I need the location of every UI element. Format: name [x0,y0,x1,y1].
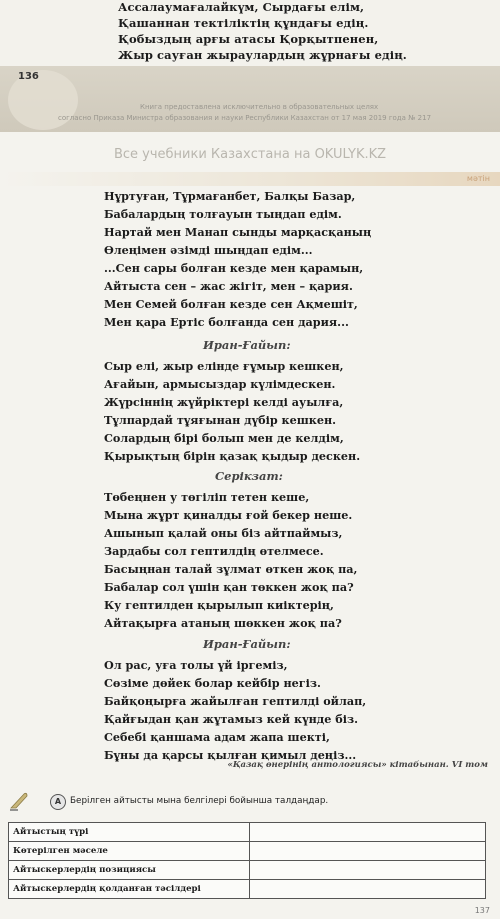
verse-line: Ассалаумағалайкүм, Сырдағы елім, [118,0,365,14]
answer-cell[interactable] [250,880,486,899]
poem-line: Себебі қаншама адам жапа шекті, [104,730,330,744]
speaker-name: Иран-Ғайып: [203,637,291,651]
poem-line: Нартай мен Манап сынды марқасқаның [104,225,372,239]
answer-cell[interactable] [250,823,486,842]
poem-line: Жүрсіннің жүйріктері келді ауылға, [104,395,344,409]
verse-line: Қашаннан тектіліктің құндағы едің. [118,16,369,30]
poem-line: Басыңнан талай зұлмат өткен жоқ па, [104,562,358,576]
answer-cell[interactable] [250,842,486,861]
table-row [9,842,486,861]
poem-line: Айтыста сен – жас жігіт, мен – қария. [104,279,353,293]
poem-line: Мен қара Ертіс болғанда сен дария... [104,315,349,329]
analysis-table [8,822,486,899]
poem-line: ...Сен сары болған кезде мен қарамын, [104,261,364,275]
copyright-notice-line1: Книга предоставлена исключительно в образовательных целях [140,103,379,111]
next-page-strip [0,904,500,919]
poem-line: Төбеңнен у төгіліп тетен кеше, [104,490,310,504]
poem-line: Бабалар сол үшін қан төккен жоқ па? [104,580,354,594]
poem-line: Ағайын, армысыздар күлімдескен. [104,377,336,391]
poem-line: Ашынып қалай оны біз айтпаймыз, [104,526,343,540]
table-row [9,880,486,899]
task-instruction: Берілген айтысты мына белгілері бойынша талдаңдар. [70,796,329,806]
previous-page-verse [0,0,500,66]
poem-line: Сөзіме дөйек болар кейбір негіз. [104,676,321,690]
verse-line: Жыр сауған жыраулардың жұрнағы едің. [118,48,407,62]
speaker-name: Иран-Ғайып: [203,338,291,352]
row-label: Айтыстың түрі [9,823,250,842]
page-footer-band [0,66,500,132]
quill-icon [8,790,30,812]
verse-line: Қобыздың арғы атасы Қорқытпенен, [118,32,379,46]
poem-line: Нұртуған, Тұрмағанбет, Балқы Базар, [104,189,356,203]
answer-cell[interactable] [250,861,486,880]
row-label: Айтыскерлердің позициясы [9,861,250,880]
poem-line: Мен Семей болған кезде сен Ақмешіт, [104,297,358,311]
table-row [9,861,486,880]
source-citation: «Қазақ өнерінің антологиясы» кітабынан. VI том [227,760,488,770]
poem-line: Сыр елі, жыр елінде ғұмыр кешкен, [104,359,344,373]
poem-line: Қайғыдан қан жұтамыз кей күнде біз. [104,712,358,726]
section-label: мәтін [466,174,490,183]
next-page-number: 137 [474,906,490,915]
speaker-name: Серікзат: [215,469,283,483]
section-header-bar [0,172,500,186]
poem-line: Ку гептилден қырылып киіктерің, [104,598,334,612]
row-label: Көтерілген мәселе [9,842,250,861]
poem-line: Бабалардың толғауын тыңдап едім. [104,207,342,221]
poem-line: Мына жұрт қиналды ғой бекер неше. [104,508,353,522]
table-row [9,823,486,842]
task-block [8,790,498,820]
watermark-text: Все учебники Казахстана на OKULYK.KZ [113,147,387,162]
task-letter-badge: A [50,794,66,810]
page-number: 136 [18,71,39,82]
poem-line: Байқоңырға жайылған гептилді ойлап, [104,694,367,708]
poem-line: Ол рас, уға толы үй іргеміз, [104,658,288,672]
poem-line: Тұлпардай тұяғынан дүбір кешкен. [104,413,337,427]
poem-line: Зардабы сол гептилдің өтелмесе. [104,544,324,558]
poem-line: Бұны да қарсы қылған қимыл деңіз... [104,748,357,762]
copyright-notice-line2: согласно Приказа Министра образования и науки Республики Казахстан от 17 мая 2019 года № 217 [58,114,432,122]
poem-line: Қырықтың бірін қазақ қыдыр дескен. [104,449,361,463]
row-label: Айтыскерлердің қолданған тәсілдері [9,880,250,899]
poem-line: Өлеңімен әзімді шыңдап едім... [104,243,313,257]
poem-line: Солардың бірі болып мен де келдім, [104,431,344,445]
poem-line: Айтақырға атаның шөккен жоқ па? [104,616,342,630]
